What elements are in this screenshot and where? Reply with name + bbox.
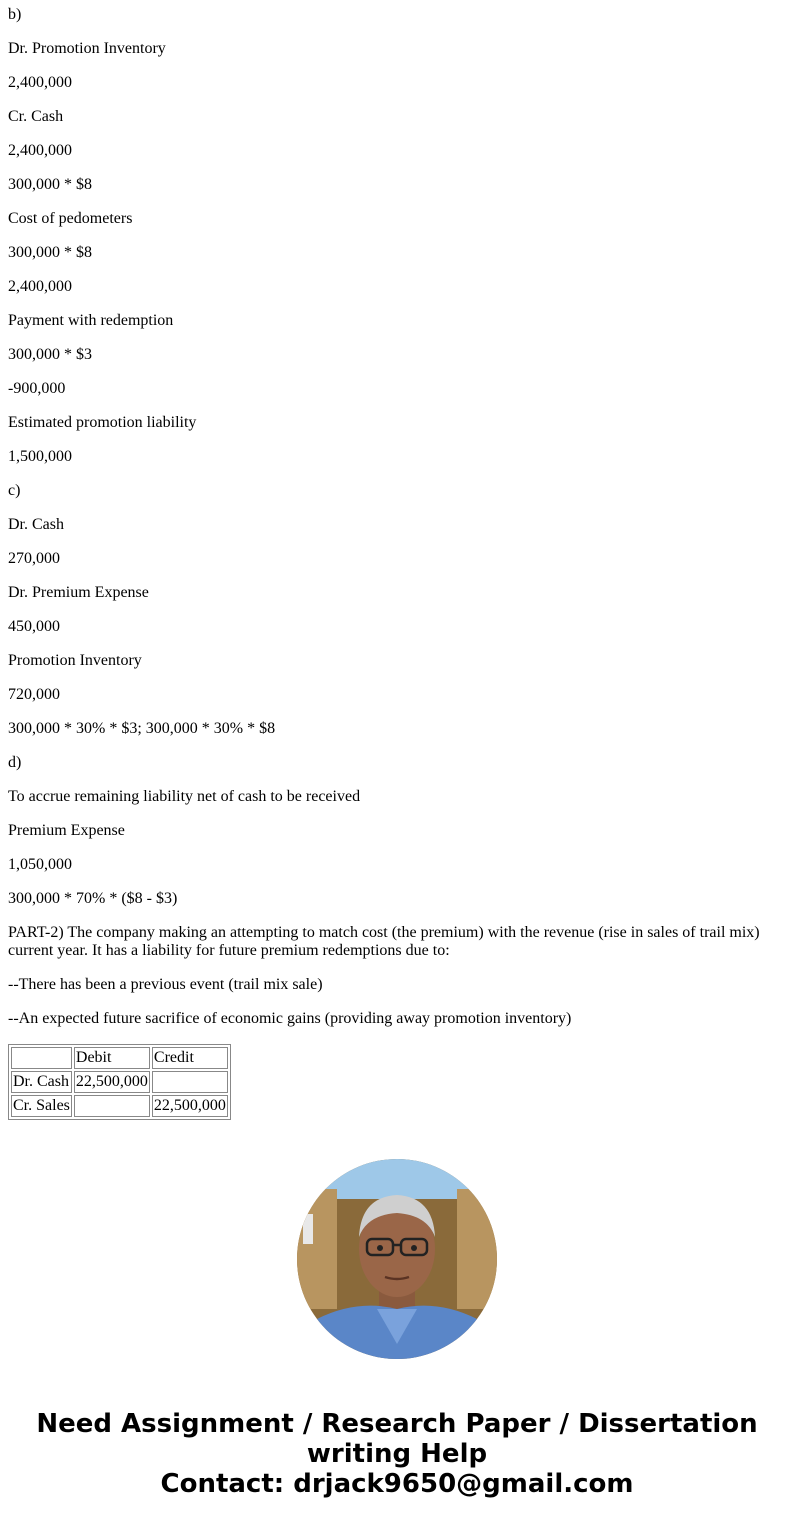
- cta-contact-line: Contact: drjack9650@gmail.com: [160, 1469, 634, 1499]
- text-line: 2,400,000: [8, 278, 72, 295]
- section-label-d: d): [8, 754, 22, 771]
- table-cell: Cr. Sales: [11, 1095, 72, 1117]
- text-line: 270,000: [8, 550, 60, 567]
- table-header-row: [11, 1047, 228, 1069]
- table-header-cell: [11, 1047, 72, 1069]
- table-row: [11, 1095, 228, 1117]
- table-cell: Dr. Cash: [11, 1071, 72, 1093]
- document-body: [0, 6, 794, 1120]
- text-line: 300,000 * $8: [8, 244, 92, 261]
- cta-line-2: writing Help: [306, 1439, 488, 1469]
- text-line: 1,050,000: [8, 856, 72, 873]
- text-line: 300,000 * 30% * $3; 300,000 * 30% * $8: [8, 720, 276, 737]
- text-line: 1,500,000: [8, 448, 72, 465]
- text-line: 2,400,000: [8, 74, 72, 91]
- text-line: Payment with redemption: [8, 312, 174, 329]
- table-header-cell: Credit: [152, 1047, 228, 1069]
- text-line: Estimated promotion liability: [8, 414, 197, 431]
- section-label-b: b): [8, 6, 22, 23]
- table-cell: [152, 1071, 228, 1093]
- table-cell: [74, 1095, 150, 1117]
- text-line: 300,000 * 70% * ($8 - $3): [8, 890, 178, 907]
- section-label-c: c): [8, 482, 21, 499]
- table-cell: 22,500,000: [74, 1071, 150, 1093]
- author-avatar: [297, 1159, 497, 1359]
- table-cell: 22,500,000: [152, 1095, 228, 1117]
- text-line: 300,000 * $3: [8, 346, 92, 363]
- text-line: -900,000: [8, 380, 66, 397]
- text-line: To accrue remaining liability net of cash to be received: [8, 788, 361, 805]
- text-line: Dr. Promotion Inventory: [8, 40, 166, 57]
- table-row: [11, 1071, 228, 1093]
- table-header-cell: Debit: [74, 1047, 150, 1069]
- text-line: --An expected future sacrifice of economic gains (providing away promotion inventory): [8, 1010, 572, 1027]
- text-line: 300,000 * $8: [8, 176, 92, 193]
- text-line: 720,000: [8, 686, 60, 703]
- text-line: Promotion Inventory: [8, 652, 142, 669]
- text-line: Premium Expense: [8, 822, 125, 839]
- avatar-portrait-image: [297, 1159, 497, 1359]
- text-line: Cost of pedometers: [8, 210, 133, 227]
- contact-banner: [0, 1409, 794, 1499]
- text-line: --There has been a previous event (trail mix sale): [8, 976, 323, 993]
- text-line: Dr. Premium Expense: [8, 584, 149, 601]
- journal-entry-table: [8, 1044, 231, 1120]
- part-2-paragraph: PART-2) The company making an attempting to match cost (the premium) with the revenue (rise in sales of trail mix) current year. It has a liability for future premium redemptions due to:: [8, 924, 760, 959]
- text-line: 2,400,000: [8, 142, 72, 159]
- text-line: 450,000: [8, 618, 60, 635]
- text-line: Cr. Cash: [8, 108, 64, 125]
- text-line: Dr. Cash: [8, 516, 64, 533]
- cta-line-1: Need Assignment / Research Paper / Dissertation: [36, 1409, 758, 1439]
